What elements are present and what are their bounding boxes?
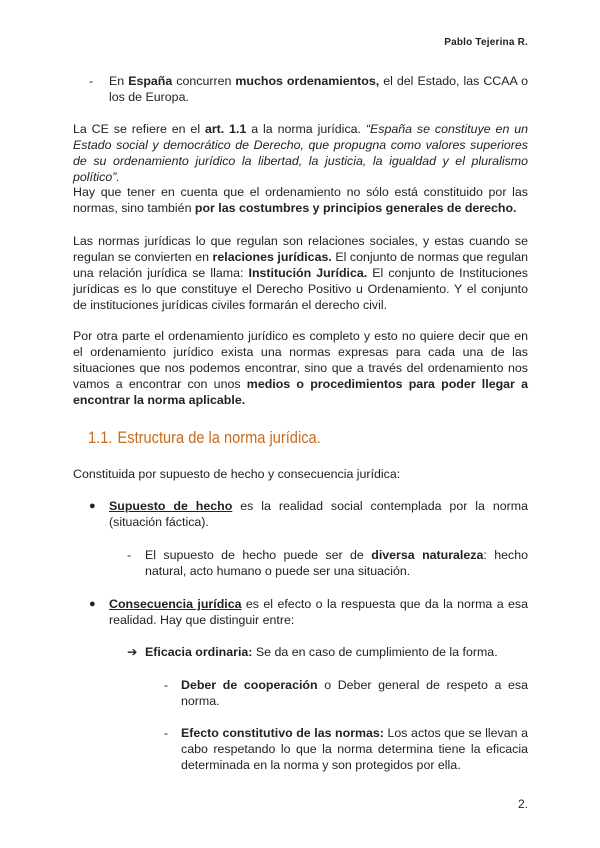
bullet-supuesto: Supuesto de hecho es la realidad social contemplada por la norma (situación fáctica). <box>109 499 528 529</box>
bullet-icon: ● <box>89 598 96 610</box>
paragraph-ordenamiento: Hay que tener en cuenta que el ordenamiento no sólo está constituido por las normas, sino también por las costumbres y principios generales de derecho. <box>73 185 528 215</box>
arrow-right-icon: ➔ <box>127 645 138 659</box>
sub-item-naturaleza: El supuesto de hecho puede ser de diversa naturaleza: hecho natural, acto humano o puede ser una situación. <box>145 548 528 578</box>
bullet-icon: ● <box>89 500 96 512</box>
section-number: 1.1. <box>88 428 113 447</box>
page-number: 2. <box>517 797 528 811</box>
page-header-author: Pablo Tejerina R. <box>444 37 528 48</box>
paragraph-constitution: La CE se refiere en el art. 1.1 a la norma jurídica. “España se constituye en un Estado social y democrático de Derecho, que propugna como valores superiores de su ordenamiento jurídico la libertad, la justicia, la igualdad y el pluralismo político”. <box>73 122 528 184</box>
section-intro: Constituida por supuesto de hecho y consecuencia jurídica: <box>73 467 401 481</box>
list-marker: - <box>164 726 169 740</box>
bullet-consecuencia: Consecuencia jurídica es el efecto o la respuesta que da la norma a esa realidad. Hay que distinguir entre: <box>109 597 528 627</box>
section-heading <box>88 428 321 448</box>
list-marker: - <box>127 548 132 562</box>
sub-item-constitutivo: Efecto constitutivo de las normas: Los actos que se llevan a cabo respetando lo que la norma determina tiene la eficacia determinada en la norma y son protegidos por ella. <box>181 726 528 772</box>
intro-list-item: En España concurren muchos ordenamientos, el del Estado, las CCAA o los de Europa. <box>109 74 528 104</box>
paragraph-normas: Las normas jurídicas lo que regulan son relaciones sociales, y estas cuando se regulan se convierten en relaciones jurídicas. El conjunto de normas que regulan una relación jurídica se llama: Institución Jurídica. El conjunto de Instituciones jurídicas es lo que constituye el Derecho Positivo u Ordenamiento. Y el conjunto de instituciones jurídicas civiles formarán el derecho civil. <box>73 234 529 312</box>
sub-item-cooperacion: Deber de cooperación o Deber general de respeto a esa norma. <box>181 678 528 708</box>
arrow-item-eficacia: Eficacia ordinaria: Se da en caso de cumplimiento de la forma. <box>145 645 498 659</box>
list-marker: - <box>89 74 94 88</box>
paragraph-completo: Por otra parte el ordenamiento jurídico es completo y esto no quiere decir que en el ordenamiento jurídico exista una normas expresas para cada una de las situaciones que nos podemos encontrar, sino que a través del ordenamiento nos vamos a encontrar con unos medios o procedimientos para poder llegar a encontrar la norma aplicable. <box>73 329 528 407</box>
section-title: Estructura de la norma jurídica. <box>117 428 321 447</box>
list-marker: - <box>164 678 169 692</box>
